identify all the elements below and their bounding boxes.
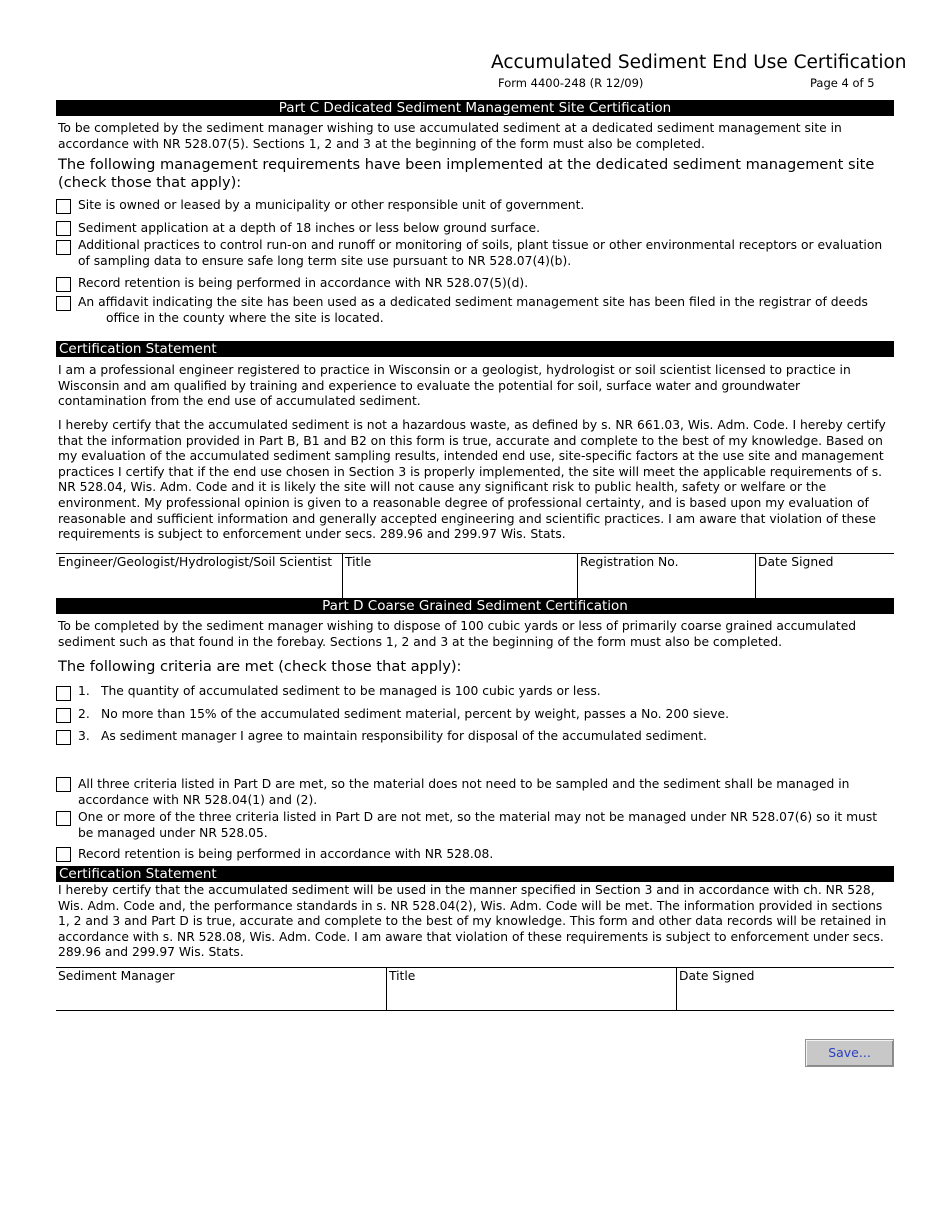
part-c-item-5-text: An affidavit indicating the site has been used as a dedicated sediment management site has been filed in the registrar of deeds office in the county where the site is located. <box>78 295 868 325</box>
signature-row-2 <box>56 968 894 1011</box>
save-button[interactable]: Save... <box>805 1039 894 1067</box>
criteria-number-3: 3. <box>78 729 90 743</box>
part-d-intro: To be completed by the sediment manager wishing to dispose of 100 cubic yards or less of primarily coarse grained accumulated sediment such as that found in the forebay. Sections 1, 2 and 3 at the beginning of the form must also be completed. <box>58 619 857 649</box>
engineer-field[interactable] <box>56 554 342 598</box>
outcome-checkbox-2[interactable] <box>56 811 71 826</box>
part-c-checkbox-5[interactable] <box>56 296 71 311</box>
sediment-manager-field[interactable] <box>56 968 386 1010</box>
part-c-intro: To be completed by the sediment manager wishing to use accumulated sediment at a dedicated sediment management site in accordance with NR 528.07(5). Sections 1, 2 and 3 at the beginning of the form must also be completed. <box>58 121 842 151</box>
criteria-checkbox-1[interactable] <box>56 686 71 701</box>
engineer-label: Engineer/Geologist/Hydrologist/Soil Scientist <box>58 555 333 569</box>
registration-field[interactable] <box>577 554 755 598</box>
outcome-item-2: One or more of the three criteria listed in Part D are not met, so the material may not be managed under NR 528.07(6) so it must be managed under NR 528.05. <box>78 810 878 840</box>
registration-label: Registration No. <box>580 555 679 569</box>
outcome-checkbox-1[interactable] <box>56 777 71 792</box>
criteria-checkbox-3[interactable] <box>56 730 71 745</box>
cert-2-heading: Certification Statement <box>56 866 894 882</box>
criteria-text-1: The quantity of accumulated sediment to be managed is 100 cubic yards or less. <box>101 684 601 698</box>
form-title: Accumulated Sediment End Use Certification <box>491 52 907 73</box>
criteria-checkbox-2[interactable] <box>56 708 71 723</box>
part-c-item-3: Additional practices to control run-on and runoff or monitoring of soils, plant tissue or other environmental receptors or evaluation of sampling data to ensure safe long term site use pursuant to NR 528.07(4)(b). <box>78 238 883 268</box>
part-c-lead: The following management requirements have been implemented at the dedicated sediment management site (check those that apply): <box>58 156 875 191</box>
cert-2-para: I hereby certify that the accumulated sediment will be used in the manner specified in Section 3 and in accordance with ch. NR 528, Wis. Adm. Code and, the performance standards in s. NR 528.04(2), Wis. Adm. Code will be met. The information provided in sections 1, 2 and 3 and Part D is true, accurate and complete to the best of my knowledge. This form and other data records will be retained in accordance with s. NR 528.08, Wis. Adm. Code. I am aware that violation of these requirements is subject to enforcement under secs. 289.96 and 299.97 Wis. Stats. <box>58 883 887 960</box>
part-c-checkbox-4[interactable] <box>56 277 71 292</box>
part-c-checkbox-3[interactable] <box>56 240 71 255</box>
part-c-checkbox-2[interactable] <box>56 221 71 236</box>
title-field-2[interactable] <box>386 968 676 1010</box>
page-number: Page 4 of 5 <box>810 76 875 90</box>
part-c-item-1: Site is owned or leased by a municipality or other responsible unit of government. <box>78 198 585 212</box>
title-label-1: Title <box>345 555 372 569</box>
signature-row-1 <box>56 554 894 598</box>
date-signed-field-2[interactable] <box>676 968 894 1010</box>
form-number: Form 4400-248 (R 12/09) <box>498 76 644 90</box>
part-c-checkbox-1[interactable] <box>56 199 71 214</box>
date-signed-field-1[interactable] <box>755 554 894 598</box>
part-c-item-5 <box>78 295 868 326</box>
criteria-item-2 <box>78 707 892 723</box>
date-signed-label-2: Date Signed <box>679 969 755 983</box>
outcome-checkbox-3[interactable] <box>56 847 71 862</box>
outcome-item-3: Record retention is being performed in accordance with NR 528.08. <box>78 847 494 861</box>
outcome-item-1: All three criteria listed in Part D are met, so the material does not need to be sampled and the sediment shall be managed in accordance with NR 528.04(1) and (2). <box>78 777 850 807</box>
criteria-item-1 <box>78 684 892 700</box>
criteria-text-2: No more than 15% of the accumulated sediment material, percent by weight, passes a No. 200 sieve. <box>101 707 730 721</box>
part-c-heading: Part C Dedicated Sediment Management Site Certification <box>56 100 894 116</box>
criteria-number-1: 1. <box>78 684 90 698</box>
criteria-text-3: As sediment manager I agree to maintain responsibility for disposal of the accumulated sediment. <box>101 729 707 743</box>
date-signed-label-1: Date Signed <box>758 555 834 569</box>
criteria-number-2: 2. <box>78 707 90 721</box>
part-d-lead: The following criteria are met (check those that apply): <box>58 658 462 675</box>
cert-1-para-2: I hereby certify that the accumulated sediment is not a hazardous waste, as defined by s. NR 661.03, Wis. Adm. Code. I hereby certify that the information provided in Part B, B1 and B2 on this form is true, accurate and complete to the best of my knowledge. Based on my evaluation of the accumulated sediment sampling results, intended end use, site-specific factors at the use site and management practices I certify that if the end use chosen in Section 3 is properly implemented, the site will meet the applicable requirements of s. NR 528.04, Wis. Adm. Code and it is likely the site will not cause any significant risk to public health, safety or welfare or the environment. My professional opinion is given to a reasonable degree of professional certainty, and is based upon my evaluation of reasonable and sufficient information and generally accepted engineering and scientific practices. I am aware that violation of these requirements is subject to enforcement under secs. 289.96 and 299.97 Wis. Stats. <box>58 418 886 542</box>
title-field-1[interactable] <box>342 554 577 598</box>
part-c-item-2: Sediment application at a depth of 18 inches or less below ground surface. <box>78 221 541 235</box>
title-label-2: Title <box>389 969 416 983</box>
cert-1-para-1: I am a professional engineer registered to practice in Wisconsin or a geologist, hydrologist or soil scientist licensed to practice in Wisconsin and am qualified by training and experience to evaluate the potential for soil, surface water and groundwater contamination from the end use of accumulated sediment. <box>58 363 851 409</box>
part-d-heading: Part D Coarse Grained Sediment Certification <box>56 598 894 614</box>
cert-1-heading: Certification Statement <box>56 341 894 357</box>
criteria-item-3 <box>78 729 892 745</box>
sediment-manager-label: Sediment Manager <box>58 969 175 983</box>
part-c-item-4: Record retention is being performed in accordance with NR 528.07(5)(d). <box>78 276 529 290</box>
